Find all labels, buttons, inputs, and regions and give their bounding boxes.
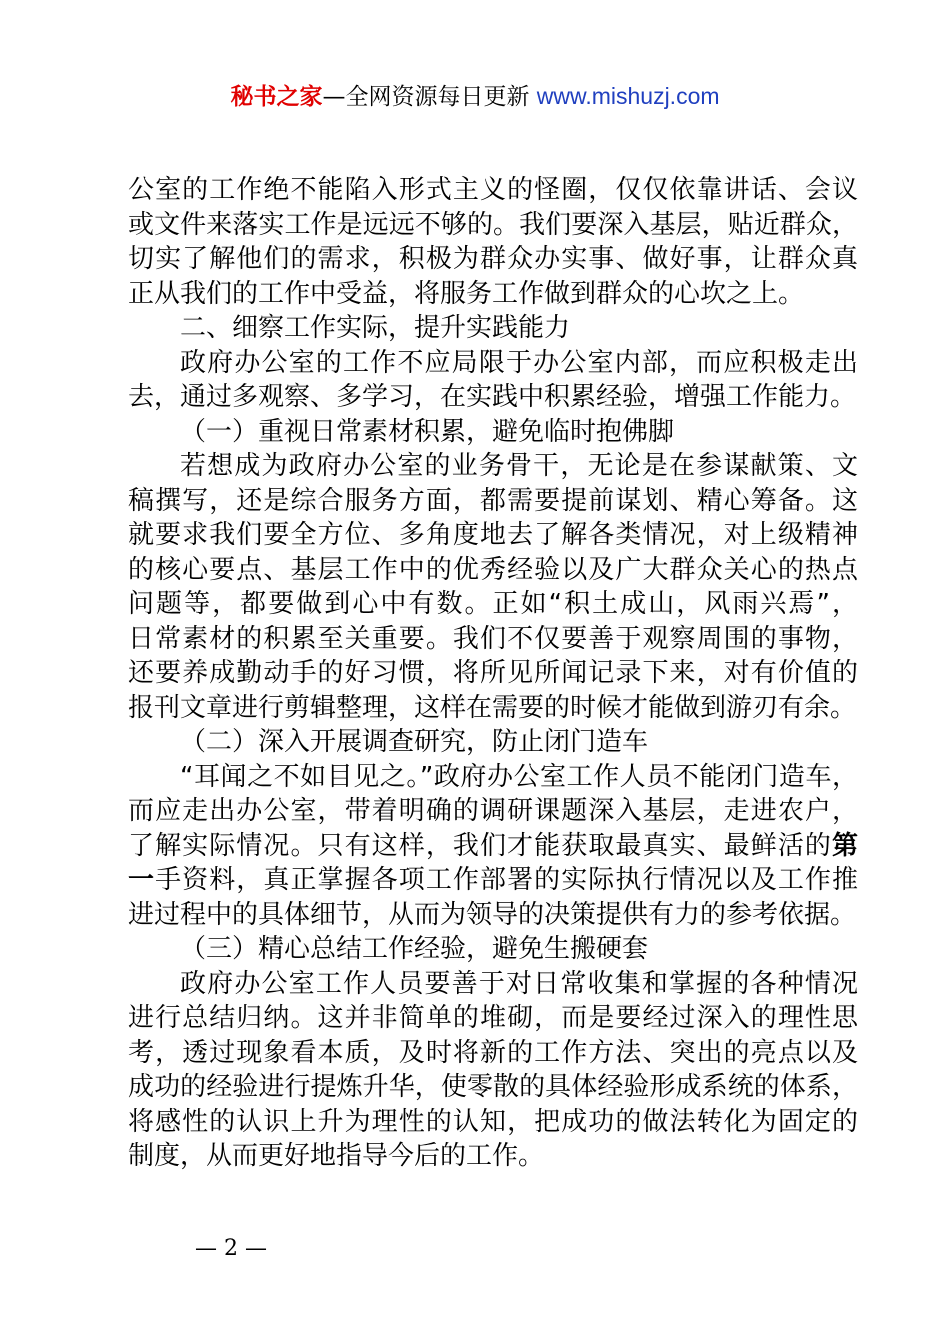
subsection-heading: （一）重视日常素材积累，避免临时抱佛脚 <box>180 416 675 447</box>
paragraph-line: 进行总结归纳。这并非简单的堆砌，而是要经过深入的理性思 <box>128 1003 858 1033</box>
paragraph-line: 就要求我们要全方位、多角度地去了解各类情况，对上级精神 <box>128 520 858 550</box>
section-heading: 二、细察工作实际，提升实践能力 <box>180 313 571 343</box>
paragraph-line: 正从我们的工作中受益，将服务工作做到群众的心坎之上。 <box>128 278 805 309</box>
paragraph-line: 考，透过现象看本质，及时将新的工作方法、突出的亮点以及 <box>128 1037 858 1068</box>
paragraph-line: 的核心要点、基层工作中的优秀经验以及广大群众关心的热点 <box>128 554 858 585</box>
bold-text: 一 <box>128 865 156 895</box>
document-body <box>128 173 858 1174</box>
line-text: 手资料，真正掌握各项工作部署的实际执行情况以及工作推 <box>155 865 858 895</box>
page-number: — 2 — <box>195 1236 267 1261</box>
site-header-banner <box>0 80 950 113</box>
paragraph-line: 若想成为政府办公室的业务骨干，无论是在参谋献策、文 <box>180 451 858 481</box>
bold-text: 第 <box>831 830 858 861</box>
paragraph-line: 问题等，都要做到心中有数。正如“积土成山，风雨兴焉”， <box>128 589 858 619</box>
line-text: 了解实际情况。只有这样，我们才能获取最真实、最鲜活的 <box>128 830 832 861</box>
paragraph-line: 切实了解他们的需求，积极为群众办实事、做好事，让群众真 <box>128 244 858 274</box>
paragraph-line: 而应走出办公室，带着明确的调研课题深入基层，走进农户， <box>128 796 858 826</box>
paragraph-line: 日常素材的积累至关重要。我们不仅要善于观察周围的事物， <box>128 623 858 654</box>
brand-name: 秘书之家 <box>230 84 323 110</box>
paragraph-line: 稿撰写，还是综合服务方面，都需要提前谋划、精心筹备。这 <box>128 485 858 516</box>
paragraph-line: 报刊文章进行剪辑整理，这样在需要的时候才能做到游刃有余。 <box>128 692 857 723</box>
subsection-heading: （三）精心总结工作经验，避免生搬硬套 <box>180 934 649 964</box>
paragraph-line: 制度，从而更好地指导今后的工作。 <box>128 1141 545 1171</box>
paragraph-line: 去，通过多观察、多学习，在实践中积累经验，增强工作能力。 <box>128 382 857 412</box>
paragraph-line: 将感性的认识上升为理性的认知，把成功的做法转化为固定的 <box>128 1106 858 1137</box>
paragraph-line: 进过程中的具体细节，从而为领导的决策提供有力的参考依据。 <box>128 899 857 930</box>
paragraph-line: 还要养成勤动手的好习惯，将所见所闻记录下来，对有价值的 <box>128 658 858 688</box>
header-tagline: —全网资源每日更新 <box>322 84 537 110</box>
paragraph-line <box>128 863 858 898</box>
paragraph-line: 成功的经验进行提炼升华，使零散的具体经验形成系统的体系， <box>128 1072 858 1102</box>
paragraph-line: “耳闻之不如目见之。”政府办公室工作人员不能闭门造车， <box>180 761 858 792</box>
paragraph-line: 政府办公室工作人员要善于对日常收集和掌握的各种情况 <box>180 968 858 999</box>
site-url-link[interactable]: www.mishuzj.com <box>536 83 720 109</box>
paragraph-line <box>128 829 858 864</box>
paragraph-line: 公室的工作绝不能陷入形式主义的怪圈，仅仅依靠讲话、会议 <box>128 175 858 205</box>
subsection-heading: （二）深入开展调查研究，防止闭门造车 <box>180 727 649 757</box>
paragraph-line: 或文件来落实工作是远远不够的。我们要深入基层，贴近群众， <box>128 209 858 240</box>
paragraph-line: 政府办公室的工作不应局限于办公室内部，而应积极走出 <box>180 347 858 378</box>
